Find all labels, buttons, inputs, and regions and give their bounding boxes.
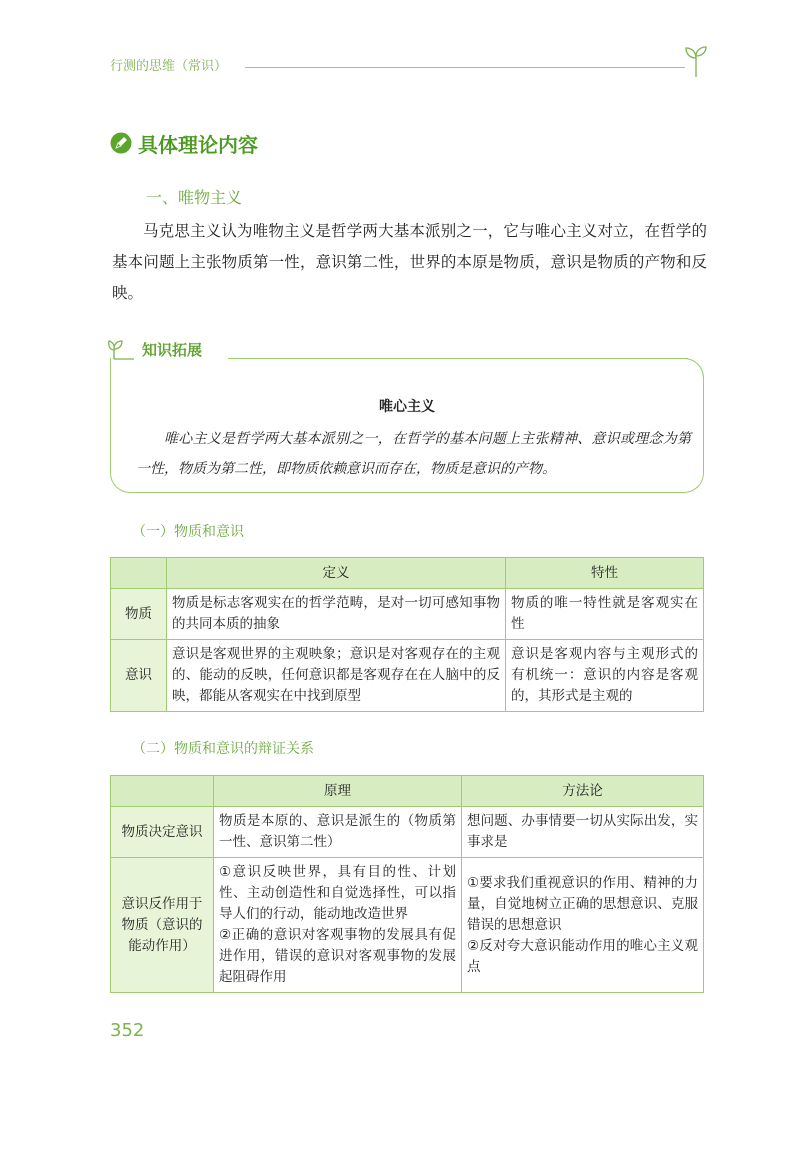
table-cell [214,858,462,993]
table-row-header: 物质 [111,589,167,640]
matter-consciousness-table [110,557,704,712]
heading-materialism: 一、唯物主义 [146,188,243,207]
paragraph-materialism: 马克思主义认为唯物主义是哲学两大基本派别之一，它与唯心主义对立，在哲学的基本问题上主张物质第一性，意识第二性，世界的本原是物质，意识是物质的产物和反映。 [112,222,707,302]
table-cell: 意识是客观世界的主观映象；意识是对客观存在的主观的、能动的反映，任何意识都是客观存在在人脑中的反映，都能从客观实在中找到原型 [167,640,506,712]
heading-matter-and-consciousness: （一）物质和意识 [132,524,244,540]
table-cell [462,858,704,993]
table-header-cell: 定义 [167,558,506,589]
table-row [111,589,704,640]
pen-badge-icon [110,132,132,154]
dialectical-relation-table [110,775,704,993]
knowledge-body: 唯心主义是哲学两大基本派别之一，在哲学的基本问题上主张精神、意识或理念为第一性，物质为第二性，即物质依赖意识而存在，物质是意识的产物。 [136,431,691,477]
section-title [110,127,258,159]
table-header-cell [111,776,214,807]
header-rule [245,67,685,68]
table-cell: 想问题、办事情要一切从实际出发，实事求是 [462,807,704,858]
table-row [111,640,704,712]
table-header-row [111,776,704,807]
table-cell: 意识是客观内容与主观形式的有机统一：意识的内容是客观的，其形式是主观的 [506,640,704,712]
table-row [111,858,704,993]
table-cell: 物质是本原的、意识是派生的（物质第一性、意识第二性） [214,807,462,858]
table-row-header: 意识反作用于物质（意识的能动作用） [111,858,214,993]
sprout-icon [684,43,708,77]
heading-dialectical-relation: （二）物质和意识的辩证关系 [132,741,314,757]
table-header-cell: 原理 [214,776,462,807]
table-header-cell: 方法论 [462,776,704,807]
principle-point: ①意识反映世界，具有目的性、计划性、主动创造性和自觉选择性，可以指导人们的行动，能动地改造世界 [219,864,456,922]
table-row-header: 意识 [111,640,167,712]
knowledge-label-text: 知识拓展 [142,340,203,359]
page-number: 352 [110,1020,145,1041]
table-header-cell [111,558,167,589]
table-header-cell: 特性 [506,558,704,589]
method-point: ②反对夸大意识能动作用的唯心主义观点 [467,937,698,975]
running-header [110,57,705,77]
method-point: ①要求我们重视意识的作用、精神的力量，自觉地树立正确的思想意识、克服错误的思想意识 [467,874,698,933]
table-row-header: 物质决定意识 [111,807,214,858]
header-title: 行测的思维（常识） [110,59,228,74]
knowledge-title: 唯心主义 [379,399,435,415]
table-header-row [111,558,704,589]
table-cell: 物质的唯一特性就是客观实在性 [506,589,704,640]
table-cell: 物质是标志客观实在的哲学范畴，是对一切可感知事物的共同本质的抽象 [167,589,506,640]
section-title-text: 具体理论内容 [138,132,258,157]
table-row [111,807,704,858]
principle-point: ②正确的意识对客观事物的发展具有促进作用，错误的意识对客观事物的发展起阻碍作用 [219,927,456,985]
